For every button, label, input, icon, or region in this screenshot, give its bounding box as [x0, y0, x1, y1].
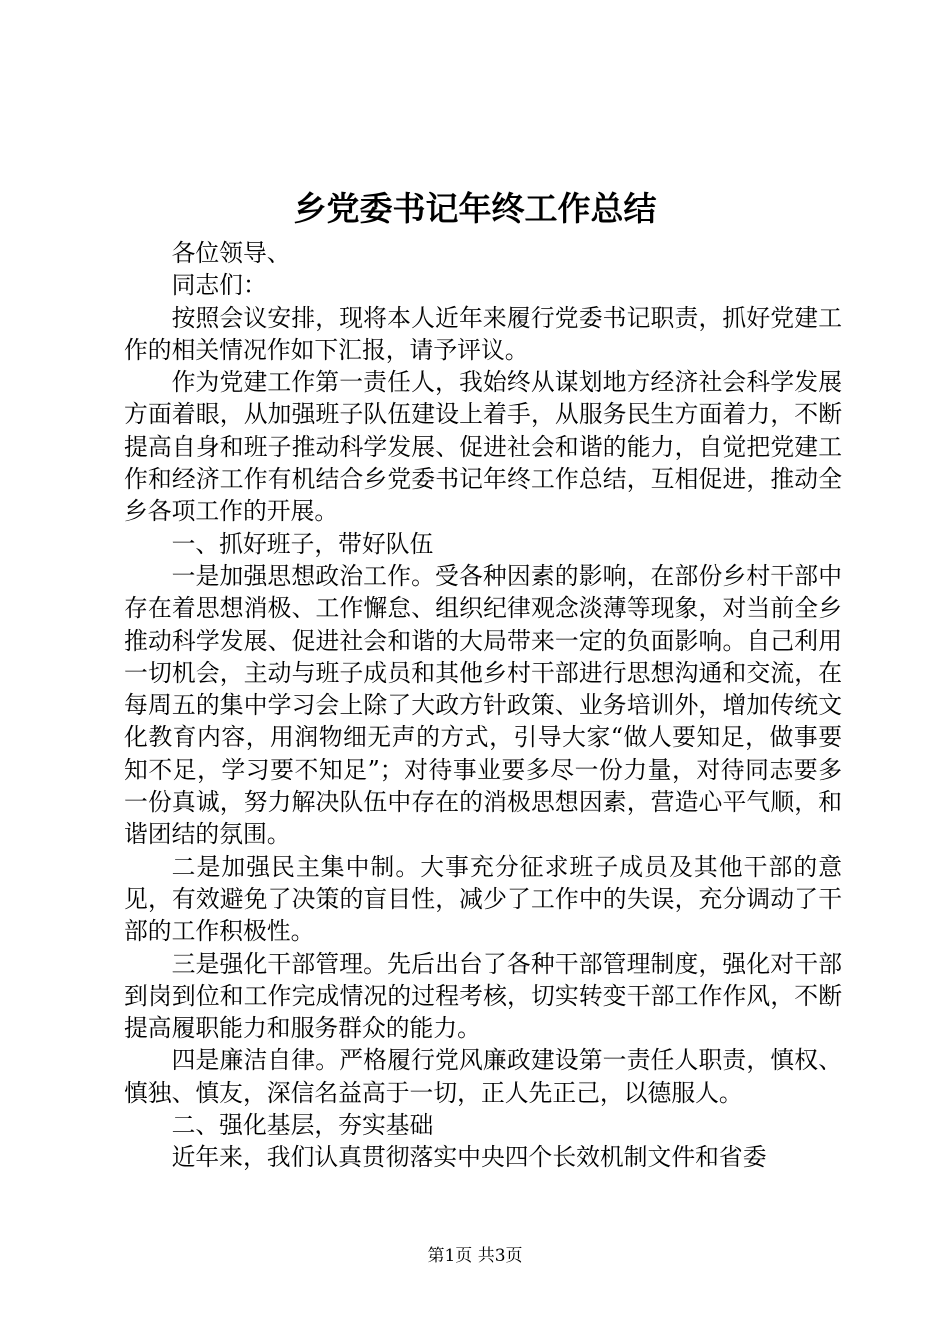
section-heading: 一、抓好班子，带好队伍	[171, 529, 434, 558]
body-paragraph: 近年来，我们认真贯彻落实中央四个长效机制文件和省委	[171, 1143, 767, 1172]
section-heading: 二、强化基层，夯实基础	[171, 1111, 434, 1140]
body-paragraph: 四是廉洁自律。严格履行党风廉政建设第一责任人职责，慎权、慎独、慎友，深信名益高于一切，正人先正己，以德服人。	[124, 1046, 842, 1107]
page-footer: 第1页 共3页	[427, 1246, 523, 1266]
body-paragraph: 作为党建工作第一责任人，我始终从谋划地方经济社会科学发展方面着眼，从加强班子队伍建设上着手，从服务民生方面着力，不断提高自身和班子推动科学发展、促进社会和谐的能力，自觉把党建工作和经济工作有机结合乡党委书记年终工作总结，互相促进，推动全乡各项工作的开展。	[124, 368, 842, 526]
page-title: 乡党委书记年终工作总结	[293, 189, 657, 228]
body-paragraph: 一是加强思想政治工作。受各种因素的影响，在部份乡村干部中存在着思想消极、工作懈怠、组织纪律观念淡薄等现象，对当前全乡推动科学发展、促进社会和谐的大局带来一定的负面影响。自己利用一切机会，主动与班子成员和其他乡村干部进行思想沟通和交流，在每周五的集中学习会上除了大政方针政策、业务培训外，增加传统文化教育内容，用润物细无声的方式，引导大家“做人要知足，做事要知不足，学习要不知足”；对待事业要多尽一份力量，对待同志要多一份真诚，努力解决队伍中存在的消极思想因素，营造心平气顺，和谐团结的氛围。	[124, 561, 842, 849]
salutation-line: 各位领导、	[171, 239, 291, 267]
salutation-line: 同志们：	[171, 271, 267, 300]
document-body	[124, 237, 842, 1174]
body-paragraph: 按照会议安排，现将本人近年来履行党委书记职责，抓好党建工作的相关情况作如下汇报，请予评议。	[124, 303, 842, 364]
body-paragraph: 三是强化干部管理。先后出台了各种干部管理制度，强化对干部到岗到位和工作完成情况的过程考核，切实转变干部工作作风，不断提高履职能力和服务群众的能力。	[124, 949, 842, 1043]
body-paragraph: 二是加强民主集中制。大事充分征求班子成员及其他干部的意见，有效避免了决策的盲目性，减少了工作中的失误，充分调动了干部的工作积极性。	[124, 852, 842, 946]
